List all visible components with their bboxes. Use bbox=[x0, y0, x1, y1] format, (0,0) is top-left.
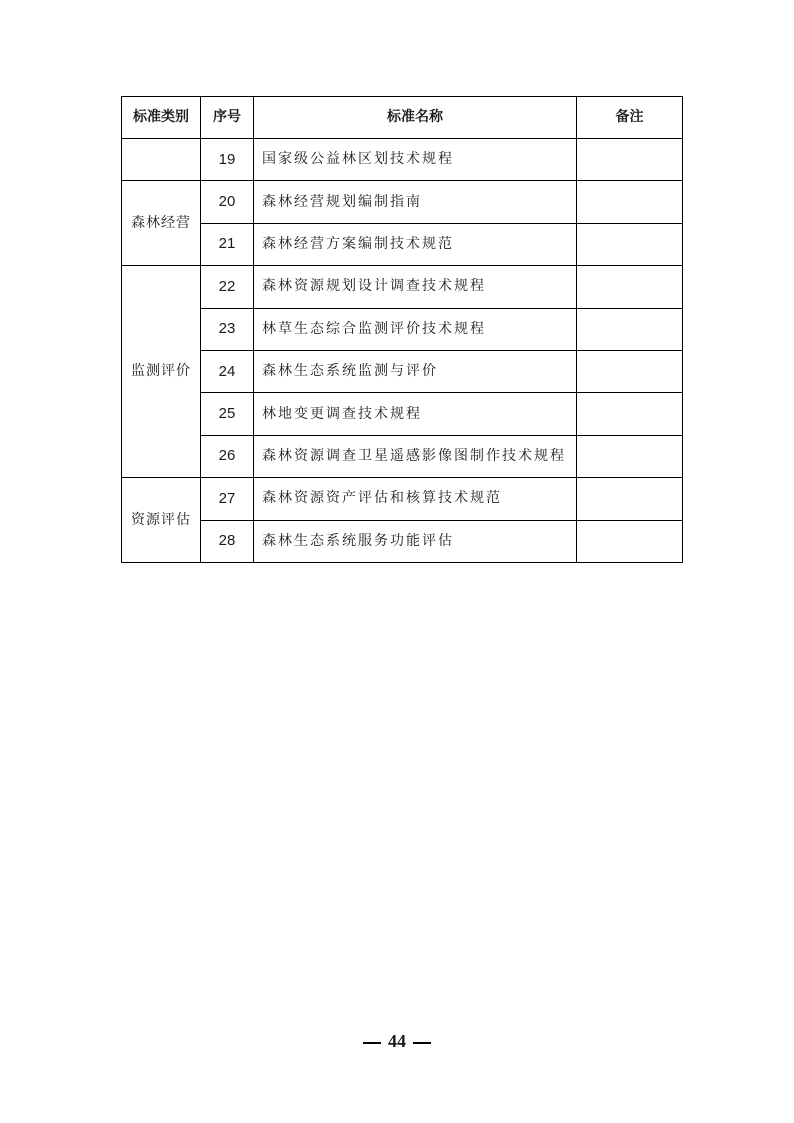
standards-table bbox=[121, 96, 683, 563]
category-cell: 资源评估 bbox=[122, 478, 201, 563]
table-row bbox=[122, 435, 683, 477]
page-footer bbox=[0, 1031, 794, 1052]
remarks-cell bbox=[577, 308, 683, 350]
remarks-cell bbox=[577, 393, 683, 435]
table-row bbox=[122, 350, 683, 392]
number-cell: 25 bbox=[201, 393, 254, 435]
name-cell: 国家级公益林区划技术规程 bbox=[254, 139, 577, 181]
category-cell bbox=[122, 139, 201, 181]
name-cell: 林草生态综合监测评价技术规程 bbox=[254, 308, 577, 350]
number-cell: 27 bbox=[201, 478, 254, 520]
number-cell: 21 bbox=[201, 223, 254, 265]
name-cell: 森林生态系统监测与评价 bbox=[254, 350, 577, 392]
remarks-cell bbox=[577, 223, 683, 265]
header-category: 标准类别 bbox=[122, 97, 201, 139]
table-row bbox=[122, 266, 683, 308]
remarks-cell bbox=[577, 181, 683, 223]
remarks-cell bbox=[577, 266, 683, 308]
right-dash bbox=[413, 1042, 431, 1044]
table-header-row bbox=[122, 97, 683, 139]
number-cell: 22 bbox=[201, 266, 254, 308]
number-cell: 20 bbox=[201, 181, 254, 223]
remarks-cell bbox=[577, 139, 683, 181]
name-cell: 森林经营规划编制指南 bbox=[254, 181, 577, 223]
number-cell: 23 bbox=[201, 308, 254, 350]
name-cell: 森林资源资产评估和核算技术规范 bbox=[254, 478, 577, 520]
name-cell: 森林经营方案编制技术规范 bbox=[254, 223, 577, 265]
remarks-cell bbox=[577, 435, 683, 477]
name-cell: 森林资源调查卫星遥感影像图制作技术规程 bbox=[254, 435, 577, 477]
number-cell: 26 bbox=[201, 435, 254, 477]
name-cell: 林地变更调查技术规程 bbox=[254, 393, 577, 435]
number-cell: 19 bbox=[201, 139, 254, 181]
name-cell: 森林生态系统服务功能评估 bbox=[254, 520, 577, 562]
page-number: 44 bbox=[388, 1031, 406, 1051]
number-cell: 24 bbox=[201, 350, 254, 392]
table-row bbox=[122, 181, 683, 223]
remarks-cell bbox=[577, 520, 683, 562]
table-row bbox=[122, 478, 683, 520]
name-cell: 森林资源规划设计调查技术规程 bbox=[254, 266, 577, 308]
number-cell: 28 bbox=[201, 520, 254, 562]
left-dash bbox=[363, 1042, 381, 1044]
table-row bbox=[122, 223, 683, 265]
table-row bbox=[122, 139, 683, 181]
table-row bbox=[122, 393, 683, 435]
table-row bbox=[122, 308, 683, 350]
category-cell: 森林经营 bbox=[122, 181, 201, 266]
category-cell: 监测评价 bbox=[122, 266, 201, 478]
header-name: 标准名称 bbox=[254, 97, 577, 139]
remarks-cell bbox=[577, 350, 683, 392]
table-row bbox=[122, 520, 683, 562]
header-number: 序号 bbox=[201, 97, 254, 139]
header-remarks: 备注 bbox=[577, 97, 683, 139]
remarks-cell bbox=[577, 478, 683, 520]
